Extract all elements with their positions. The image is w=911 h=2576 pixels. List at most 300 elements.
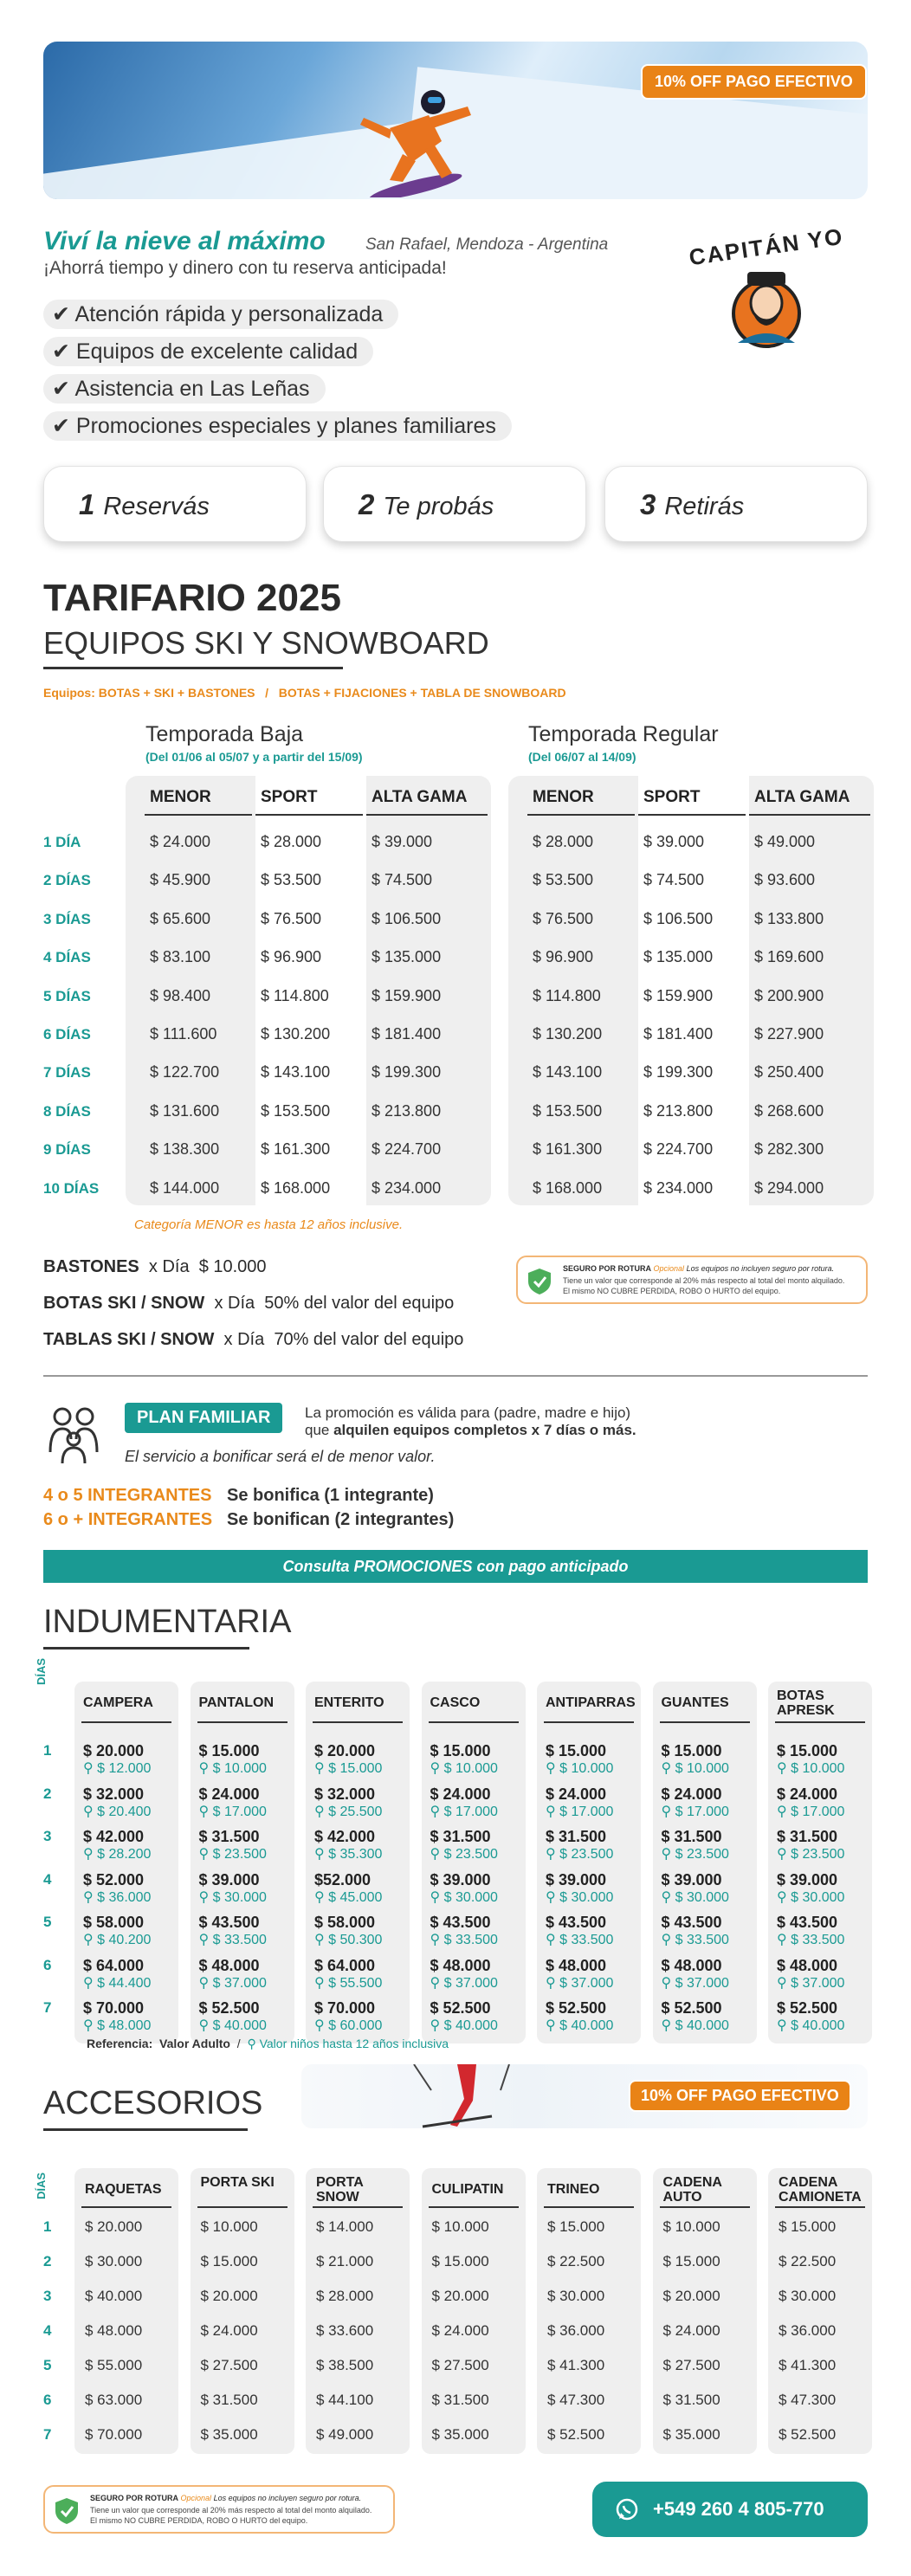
kids-price [83, 1931, 151, 1948]
adult-price: $ 20.000 [314, 1742, 376, 1759]
accesorios-banner [301, 2064, 868, 2128]
price-cell: $ 53.500 [533, 871, 594, 889]
step-reservas: 1 Reservás [43, 466, 307, 542]
price-cell: $ 98.400 [150, 986, 211, 1004]
adult-price: $ 70.000 [83, 1999, 145, 2017]
kids-price [430, 1974, 498, 1992]
price-cell: $ 65.600 [150, 909, 211, 927]
kids-price-value: $ 60.000 [328, 2018, 383, 2033]
kids-price [662, 1803, 729, 1820]
adult-price: $ 39.000 [661, 1870, 722, 1888]
price-cell: $ 133.800 [754, 909, 824, 927]
kids-price [430, 1803, 498, 1820]
price-cell: $ 96.900 [261, 948, 322, 966]
adult-price: $ 24.000 [546, 1785, 607, 1803]
adult-price: $ 15.000 [430, 1742, 491, 1759]
kids-price-value: $ 23.500 [212, 1847, 267, 1862]
accessory-price: $ 28.000 [316, 2288, 374, 2304]
column-header: PORTA SNOW [316, 2175, 364, 2205]
kids-pin-icon: ⚲ [546, 1847, 560, 1862]
adult-price: $ 39.000 [777, 1870, 838, 1888]
adult-price: $ 43.500 [661, 1914, 722, 1931]
adult-price: $ 39.000 [546, 1870, 607, 1888]
adult-price: $ 64.000 [314, 1956, 376, 1974]
kids-price-value: $ 45.000 [328, 1889, 383, 1905]
price-cell: $ 114.800 [533, 986, 601, 1004]
column-header: ANTIPARRAS [546, 1695, 636, 1710]
kids-pin-icon: ⚲ [247, 2037, 260, 2050]
header-underline [81, 2206, 171, 2208]
kids-price-value: $ 40.000 [559, 2018, 614, 2033]
accessory-price: $ 49.000 [316, 2426, 374, 2443]
brand-logo [684, 223, 849, 357]
accessory-price: $ 20.000 [85, 2218, 143, 2235]
price-cell: $ 161.300 [261, 1140, 331, 1159]
column-header: CASCO [430, 1695, 481, 1710]
day-number: 4 [43, 2322, 52, 2339]
column-header: GUANTES [661, 1695, 729, 1710]
accessory-price: $ 31.500 [431, 2392, 489, 2408]
accessory-price: $ 36.000 [547, 2322, 605, 2339]
day-number: 6 [43, 2392, 52, 2408]
price-cell: $ 49.000 [754, 833, 816, 850]
kids-price-value: $ 25.500 [328, 1804, 383, 1819]
kids-price [199, 1974, 267, 1992]
kids-price [430, 1888, 498, 1906]
price-cell: $ 181.400 [643, 1025, 714, 1043]
price-cell: $ 224.700 [643, 1140, 714, 1159]
title-underline [43, 667, 343, 669]
tarifario-subtitle: EQUIPOS SKI Y SNOWBOARD [43, 625, 489, 661]
kids-pin-icon: ⚲ [83, 1761, 98, 1776]
header-underline [544, 1721, 634, 1723]
price-cell: $ 130.200 [533, 1025, 603, 1043]
header-underline [544, 2206, 634, 2208]
day-number: 2 [43, 2253, 52, 2269]
adult-price: $ 52.500 [198, 1999, 260, 2017]
kids-price-value: $ 36.000 [97, 1889, 152, 1905]
day-label: 3 DÍAS [43, 910, 91, 927]
accessory-price: $ 55.000 [85, 2357, 143, 2373]
kids-price-value: $ 44.400 [97, 1975, 152, 1991]
kids-price [777, 2017, 844, 2034]
accesorios-column-raquetas [74, 2168, 178, 2454]
accessory-price: $ 15.000 [431, 2253, 489, 2269]
accessory-price: $ 15.000 [547, 2218, 605, 2235]
day-label: 5 DÍAS [43, 987, 91, 1004]
kids-pin-icon: ⚲ [430, 1933, 444, 1947]
kids-pin-icon: ⚲ [661, 1761, 675, 1776]
kids-price-value: $ 30.000 [212, 1889, 267, 1905]
kids-price-value: $ 23.500 [443, 1847, 498, 1862]
kids-price [83, 1803, 151, 1820]
kids-pin-icon: ⚲ [546, 1975, 560, 1991]
header-underline [749, 814, 870, 816]
kids-pin-icon: ⚲ [661, 1975, 675, 1991]
extra-bastones: BASTONES x Día $ 10.000 [43, 1257, 267, 1276]
kids-pin-icon: ⚲ [314, 2018, 329, 2033]
header-underline [775, 2206, 865, 2208]
kids-price [662, 1759, 729, 1777]
accesorios-column-trineo [537, 2168, 641, 2454]
day-label: 1 DÍA [43, 834, 81, 850]
kids-pin-icon: ⚲ [546, 1933, 560, 1947]
extra-tablas: TABLAS SKI / SNOW x Día 70% del valor del equipo [43, 1330, 464, 1349]
day-label: 9 DÍAS [43, 1141, 91, 1159]
kids-price-value: $ 10.000 [559, 1761, 614, 1776]
header-underline [81, 1721, 171, 1723]
column-header-menor: MENOR [150, 788, 211, 806]
kids-pin-icon: ⚲ [777, 1761, 791, 1776]
feature-item: ✔ Asistencia en Las Leñas [43, 374, 326, 404]
kids-price-value: $ 48.000 [97, 2018, 152, 2033]
price-cell: $ 114.800 [261, 986, 329, 1004]
referencia: Referencia: Valor Adulto / ⚲ Valor niños hasta 12 años inclusiva [87, 2037, 449, 2050]
accessory-price: $ 35.000 [431, 2426, 489, 2443]
kids-price-value: $ 40.000 [212, 2018, 267, 2033]
price-cell: $ 153.500 [533, 1101, 603, 1120]
price-cell: $ 213.800 [643, 1101, 714, 1120]
day-number: 4 [43, 1870, 52, 1888]
price-cell: $ 159.900 [372, 986, 442, 1004]
adult-price: $ 48.000 [777, 1956, 838, 1974]
kids-pin-icon: ⚲ [430, 1847, 444, 1862]
adult-price: $ 15.000 [198, 1742, 260, 1759]
kids-pin-icon: ⚲ [83, 1975, 98, 1991]
divider [43, 1375, 868, 1377]
price-cell: $ 83.100 [150, 948, 211, 966]
adult-price: $ 32.000 [83, 1785, 145, 1803]
kids-price-value: $ 30.000 [675, 1889, 729, 1905]
accessory-price: $ 20.000 [431, 2288, 489, 2304]
kids-price [662, 1974, 729, 1992]
header-underline [366, 814, 488, 816]
kids-price [546, 2017, 613, 2034]
kids-pin-icon: ⚲ [83, 2018, 98, 2033]
accessory-price: $ 52.500 [779, 2426, 837, 2443]
kids-pin-icon: ⚲ [777, 1933, 791, 1947]
kids-price [777, 1803, 844, 1820]
column-header: CAMPERA [83, 1695, 153, 1710]
kids-price-value: $ 17.000 [675, 1804, 729, 1819]
familiar-note: El servicio a bonificar será el de menor valor. [125, 1448, 436, 1465]
kids-price [83, 2017, 151, 2034]
header-underline [429, 1721, 519, 1723]
column-header: CADENA AUTO [662, 2175, 722, 2205]
tarifario-title: TARIFARIO 2025 [43, 577, 341, 619]
kids-price-value: $ 40.200 [97, 1933, 152, 1947]
kids-price-value: $ 33.500 [443, 1933, 498, 1947]
family-icon [45, 1404, 106, 1467]
kids-price-value: $ 30.000 [559, 1889, 614, 1905]
hero-discount-badge: 10% OFF PAGO EFECTIVO [641, 64, 867, 100]
price-cell: $ 143.100 [533, 1063, 603, 1081]
adult-price: $ 31.500 [661, 1828, 722, 1845]
day-label: 8 DÍAS [43, 1102, 91, 1120]
price-cell: $ 199.300 [643, 1063, 714, 1081]
plan-familiar-badge: PLAN FAMILIAR [125, 1403, 282, 1433]
accessory-price: $ 10.000 [662, 2218, 720, 2235]
kids-price [83, 1759, 151, 1777]
adult-price: $ 42.000 [314, 1828, 376, 1845]
accessory-price: $ 47.300 [547, 2392, 605, 2408]
kids-pin-icon: ⚲ [198, 1933, 213, 1947]
day-number: 5 [43, 2357, 52, 2373]
day-number: 6 [43, 1956, 52, 1973]
accessory-price: $ 63.000 [85, 2392, 143, 2408]
accessory-price: $ 24.000 [662, 2322, 720, 2339]
kids-price [314, 2017, 382, 2034]
kids-price [314, 1845, 382, 1863]
header-underline [527, 814, 635, 816]
kids-price [546, 1803, 613, 1820]
kids-price [199, 1759, 267, 1777]
price-cell: $ 106.500 [372, 909, 442, 927]
price-cell: $ 39.000 [643, 833, 705, 850]
price-cell: $ 135.000 [372, 948, 442, 966]
price-cell: $ 168.000 [261, 1178, 331, 1197]
accessory-price: $ 24.000 [431, 2322, 489, 2339]
column-header: ENTERITO [314, 1695, 384, 1710]
accesorios-discount-badge: 10% OFF PAGO EFECTIVO [629, 2080, 851, 2112]
kids-pin-icon: ⚲ [430, 1975, 444, 1991]
kids-price-value: $ 40.000 [791, 2018, 845, 2033]
column-header: CADENA CAMIONETA [779, 2175, 862, 2205]
adult-price: $ 48.000 [661, 1956, 722, 1974]
accessory-price: $ 10.000 [431, 2218, 489, 2235]
kids-price [430, 1845, 498, 1863]
kids-price [314, 1931, 382, 1948]
rule1-label: 4 o 5 INTEGRANTES [43, 1486, 212, 1505]
price-cell: $ 24.000 [150, 833, 211, 850]
price-cell: $ 93.600 [754, 871, 816, 889]
price-cell: $ 181.400 [372, 1025, 442, 1043]
kids-price-value: $ 40.000 [675, 2018, 729, 2033]
adult-price: $ 52.500 [430, 1999, 491, 2017]
feature-item: ✔ Equipos de excelente calidad [43, 337, 373, 366]
familiar-text-1: La promoción es válida para (padre, madre e hijo) [305, 1404, 631, 1421]
kids-price [546, 1931, 613, 1948]
adult-price: $ 39.000 [430, 1870, 491, 1888]
accessory-price: $ 15.000 [662, 2253, 720, 2269]
adult-price: $ 43.500 [198, 1914, 260, 1931]
price-cell: $ 96.900 [533, 948, 594, 966]
price-cell: $ 28.000 [533, 833, 594, 850]
kids-pin-icon: ⚲ [430, 2018, 444, 2033]
price-cell: $ 213.800 [372, 1101, 442, 1120]
day-label: 7 DÍAS [43, 1064, 91, 1081]
adult-price: $ 24.000 [198, 1785, 260, 1803]
price-cell: $ 143.100 [261, 1063, 331, 1081]
accessory-price: $ 70.000 [85, 2426, 143, 2443]
kids-price-value: $ 20.400 [97, 1804, 152, 1819]
accesorios-column-culipatin [422, 2168, 526, 2454]
accessory-price: $ 21.000 [316, 2253, 374, 2269]
kids-pin-icon: ⚲ [83, 1804, 98, 1819]
step-te-probas: 2 Te probás [323, 466, 586, 542]
adult-price: $ 31.500 [198, 1828, 260, 1845]
whatsapp-button[interactable] [592, 2482, 868, 2537]
kids-pin-icon: ⚲ [661, 1933, 675, 1947]
adult-price: $ 48.000 [546, 1956, 607, 1974]
hero-banner [43, 42, 868, 199]
adult-price: $ 48.000 [430, 1956, 491, 1974]
header-underline [197, 2206, 288, 2208]
kids-pin-icon: ⚲ [430, 1761, 444, 1776]
temporada-baja-dates: (Del 01/06 al 05/07 y a partir del 15/09) [145, 750, 363, 764]
feature-item: ✔ Atención rápida y personalizada [43, 300, 398, 329]
kids-price-value: $ 55.500 [328, 1975, 383, 1991]
header-underline [197, 1721, 288, 1723]
title-underline [43, 2128, 248, 2131]
price-cell: $ 135.000 [643, 948, 714, 966]
kids-price [662, 1845, 729, 1863]
kids-price [430, 1931, 498, 1948]
price-cell: $ 227.900 [754, 1025, 824, 1043]
kids-price-value: $ 17.000 [791, 1804, 845, 1819]
kids-pin-icon: ⚲ [546, 1889, 560, 1905]
kids-price [662, 2017, 729, 2034]
subline: ¡Ahorrá tiempo y dinero con tu reserva anticipada! [43, 258, 447, 278]
price-cell: $ 106.500 [643, 909, 714, 927]
feature-item: ✔ Promociones especiales y planes familiares [43, 411, 512, 441]
accessory-price: $ 35.000 [200, 2426, 258, 2443]
adult-price: $ 52.500 [661, 1999, 722, 2017]
adult-price: $ 31.500 [777, 1828, 838, 1845]
kids-price [777, 1931, 844, 1948]
accessory-price: $ 48.000 [85, 2322, 143, 2339]
kids-pin-icon: ⚲ [777, 1847, 791, 1862]
kids-price-value: $ 37.000 [791, 1975, 845, 1991]
kids-price-value: $ 33.500 [675, 1933, 729, 1947]
whatsapp-icon [615, 2497, 639, 2521]
promociones-banner: Consulta PROMOCIONES con pago anticipado [43, 1550, 868, 1583]
kids-price [777, 1974, 844, 1992]
accessory-price: $ 27.500 [431, 2357, 489, 2373]
kids-price-value: $ 17.000 [559, 1804, 614, 1819]
price-cell: $ 169.600 [754, 948, 824, 966]
menor-note: Categoría MENOR es hasta 12 años inclusive. [134, 1217, 404, 1232]
accessory-price: $ 15.000 [200, 2253, 258, 2269]
kids-price-value: $ 17.000 [443, 1804, 498, 1819]
price-cell: $ 45.900 [150, 871, 211, 889]
accessory-price: $ 22.500 [547, 2253, 605, 2269]
adult-price: $ 15.000 [546, 1742, 607, 1759]
accessory-price: $ 22.500 [779, 2253, 837, 2269]
adult-price: $ 52.500 [777, 1999, 838, 2017]
kids-price [199, 2017, 267, 2034]
kids-price-value: $ 30.000 [443, 1889, 498, 1905]
kids-pin-icon: ⚲ [83, 1933, 98, 1947]
adult-price: $ 39.000 [198, 1870, 260, 1888]
snowboarder-illustration [329, 68, 502, 197]
accessory-price: $ 27.500 [662, 2357, 720, 2373]
accesorios-column-cadena-camioneta [768, 2168, 872, 2454]
kids-pin-icon: ⚲ [83, 1847, 98, 1862]
kids-price-value: $ 10.000 [443, 1761, 498, 1776]
kids-pin-icon: ⚲ [546, 1761, 560, 1776]
day-label: 6 DÍAS [43, 1026, 91, 1043]
kids-pin-icon: ⚲ [198, 1975, 213, 1991]
equipos-line: Equipos: BOTAS + SKI + BASTONES / BOTAS + FIJACIONES + TABLA DE SNOWBOARD [43, 686, 566, 700]
adult-price: $ 64.000 [83, 1956, 145, 1974]
day-number: 5 [43, 1914, 52, 1930]
kids-pin-icon: ⚲ [430, 1889, 444, 1905]
kids-price [314, 1803, 382, 1820]
kids-price [662, 1931, 729, 1948]
adult-price: $ 58.000 [83, 1914, 145, 1931]
familiar-text-2: que alquilen equipos completos x 7 días o más. [305, 1422, 636, 1438]
adult-price: $ 48.000 [198, 1956, 260, 1974]
kids-price-value: $ 15.000 [328, 1761, 383, 1776]
kids-pin-icon: ⚲ [546, 2018, 560, 2033]
column-header: CULIPATIN [431, 2182, 504, 2197]
kids-pin-icon: ⚲ [661, 1804, 675, 1819]
check-icon: ✔ [52, 377, 75, 401]
day-number: 3 [43, 1828, 52, 1844]
kids-price-value: $ 23.500 [675, 1847, 729, 1862]
price-cell: $ 199.300 [372, 1063, 442, 1081]
adult-price: $ 58.000 [314, 1914, 376, 1931]
header-underline [638, 814, 746, 816]
header-underline [660, 1721, 750, 1723]
column-header-alta-gama: ALTA GAMA [754, 788, 850, 806]
price-cell: $ 144.000 [150, 1178, 220, 1197]
adult-price: $ 42.000 [83, 1828, 145, 1845]
header-underline [313, 1721, 403, 1723]
kids-price [777, 1759, 844, 1777]
kids-price-value: $ 30.000 [791, 1889, 845, 1905]
kids-pin-icon: ⚲ [661, 1847, 675, 1862]
accessory-price: $ 52.500 [547, 2426, 605, 2443]
price-cell: $ 161.300 [533, 1140, 603, 1159]
accessory-price: $ 35.000 [662, 2426, 720, 2443]
price-cell: $ 200.900 [754, 986, 824, 1004]
day-number: 2 [43, 1785, 52, 1802]
day-label: 2 DÍAS [43, 872, 91, 889]
kids-pin-icon: ⚲ [198, 1804, 213, 1819]
kids-pin-icon: ⚲ [661, 1889, 675, 1905]
day-number: 1 [43, 2218, 52, 2235]
day-number: 7 [43, 2426, 52, 2443]
kids-pin-icon: ⚲ [430, 1804, 444, 1819]
accessory-price: $ 38.500 [316, 2357, 374, 2373]
kids-price [546, 1845, 613, 1863]
accessory-price: $ 15.000 [779, 2218, 837, 2235]
skier-illustration [397, 2064, 535, 2128]
check-icon: ✔ [52, 339, 76, 364]
accessory-price: $ 31.500 [662, 2392, 720, 2408]
day-number: 3 [43, 2288, 52, 2304]
kids-pin-icon: ⚲ [198, 1889, 213, 1905]
adult-price: $ 43.500 [430, 1914, 491, 1931]
kids-pin-icon: ⚲ [777, 2018, 791, 2033]
rule2-label: 6 o + INTEGRANTES [43, 1510, 213, 1529]
header-underline [429, 2206, 519, 2208]
column-header-sport: SPORT [643, 788, 701, 806]
accessory-price: $ 20.000 [200, 2288, 258, 2304]
kids-pin-icon: ⚲ [546, 1804, 560, 1819]
kids-price [430, 1759, 498, 1777]
column-header: PORTA SKI [200, 2175, 275, 2190]
price-cell: $ 138.300 [150, 1140, 220, 1159]
kids-price-value: $ 33.500 [791, 1933, 845, 1947]
accessory-price: $ 33.600 [316, 2322, 374, 2339]
check-icon: ✔ [52, 414, 76, 438]
adult-price: $ 15.000 [777, 1742, 838, 1759]
rule2-text: Se bonifican (2 integrantes) [227, 1510, 455, 1529]
price-cell: $ 53.500 [261, 871, 322, 889]
